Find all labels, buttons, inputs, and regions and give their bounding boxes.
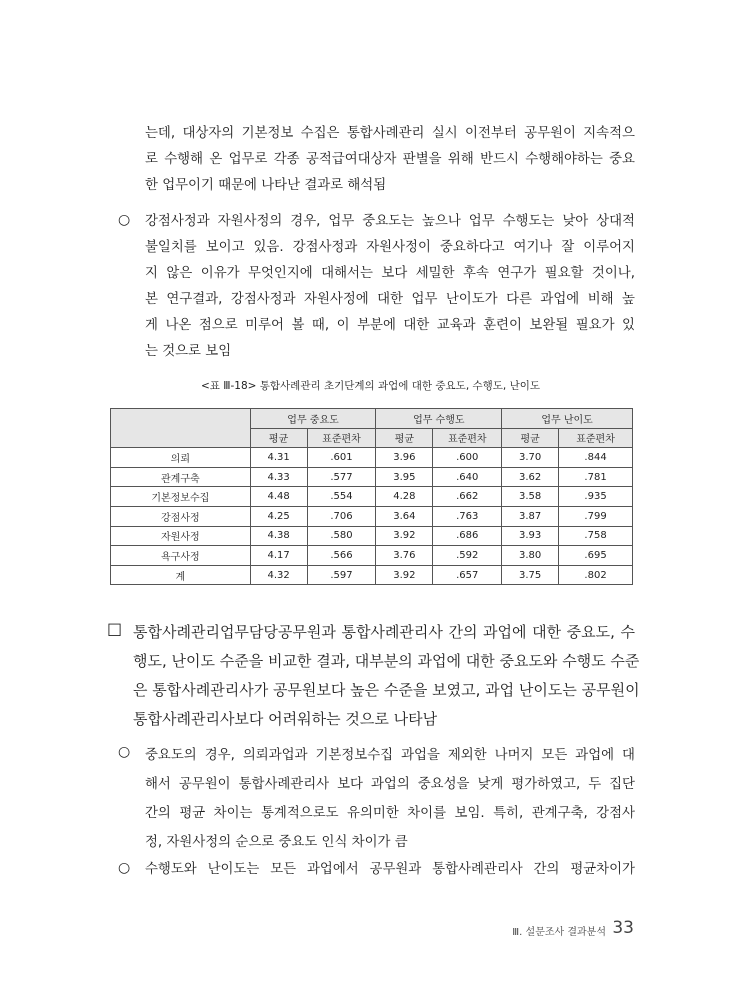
text-line: 해서 공무원이 통합사례관리사 보다 과업의 중요성을 낮게 평가하였고, 두 집단 (145, 777, 635, 792)
data-table (110, 408, 633, 585)
table-sub-header: 평균 (376, 428, 433, 448)
text-line: 중요도의 경우, 의뢰과업과 기본정보수집 과업을 제외한 나머지 모든 과업에 대 (145, 748, 635, 763)
table-cell: 3.95 (376, 467, 433, 487)
text-line: 강점사정과 자원사정의 경우, 업무 중요도는 높으나 업무 수행도는 낮아 상대적 (145, 214, 635, 229)
table-sub-header: 평균 (502, 428, 559, 448)
table-cell: 3.76 (376, 546, 433, 566)
bullet-circle-icon: ○ (118, 744, 131, 760)
text-line: 로 수행해 온 업무로 각종 공적급여대상자 판별을 위해 반드시 수행해야하는 중요 (145, 152, 635, 167)
table-row (111, 467, 633, 487)
text-line: 본 연구결과, 강점사정과 자원사정에 대한 업무 난이도가 다른 과업에 비해 높 (145, 292, 635, 307)
table-cell: .844 (559, 448, 633, 468)
table-sub-header: 표준편차 (433, 428, 502, 448)
table-cell: 3.70 (502, 448, 559, 468)
bullet-paragraph (145, 209, 635, 365)
table-cell: .763 (433, 506, 502, 526)
page-number: 33 (612, 918, 634, 938)
text-line: 는 것으로 보임 (145, 344, 232, 359)
table-cell: .935 (559, 487, 633, 507)
bullet-circle-icon: ○ (118, 860, 131, 876)
table-row-label: 관계구축 (111, 467, 251, 487)
table-cell: 3.92 (376, 565, 433, 585)
table-cell: .597 (307, 565, 376, 585)
table-cell: .686 (433, 526, 502, 546)
table-cell: .781 (559, 467, 633, 487)
table-cell: 3.58 (502, 487, 559, 507)
table-cell: .592 (433, 546, 502, 566)
table-row-label: 욕구사정 (111, 546, 251, 566)
text-line: 게 나온 점으로 미루어 볼 때, 이 부분에 대한 교육과 훈련이 보완될 필요가 있 (145, 318, 635, 333)
table-cell: 4.28 (376, 487, 433, 507)
table-cell: 3.87 (502, 506, 559, 526)
table-group-header: 업무 난이도 (502, 409, 633, 429)
table-row-label: 강점사정 (111, 506, 251, 526)
table-cell: 3.64 (376, 506, 433, 526)
table-cell: .799 (559, 506, 633, 526)
text-line: 정, 자원사정의 순으로 중요도 인식 차이가 큼 (145, 835, 408, 850)
table-group-header: 업무 수행도 (376, 409, 502, 429)
table-cell: .657 (433, 565, 502, 585)
table-row (111, 546, 633, 566)
table-corner-cell (111, 409, 251, 448)
table-body (111, 448, 633, 585)
table-cell: 4.38 (250, 526, 307, 546)
table-row (111, 448, 633, 468)
table-row (111, 565, 633, 585)
table-row (111, 506, 633, 526)
table-sub-header: 표준편차 (307, 428, 376, 448)
table-cell: .577 (307, 467, 376, 487)
table-cell: .802 (559, 565, 633, 585)
table-cell: .640 (433, 467, 502, 487)
table-cell: 3.92 (376, 526, 433, 546)
table-row-label: 의뢰 (111, 448, 251, 468)
table-cell: 4.31 (250, 448, 307, 468)
footer-chapter-title: Ⅲ. 설문조사 결과분석 (512, 927, 606, 938)
table-group-header: 업무 중요도 (250, 409, 376, 429)
table-sub-header: 표준편차 (559, 428, 633, 448)
bullet-circle-icon: ○ (118, 212, 131, 228)
table-cell: 4.25 (250, 506, 307, 526)
text-line: 은 통합사례관리사가 공무원보다 높은 수준을 보였고, 과업 난이도는 공무원이 (133, 681, 640, 699)
table-cell: 3.93 (502, 526, 559, 546)
table-cell: 4.32 (250, 565, 307, 585)
table-cell: .758 (559, 526, 633, 546)
text-line: 행도, 난이도 수준을 비교한 결과, 대부분의 과업에 대한 중요도와 수행도 수준 (133, 652, 640, 670)
table-cell: .566 (307, 546, 376, 566)
table-cell: 4.33 (250, 467, 307, 487)
section-paragraph (133, 618, 640, 734)
text-line: 통합사례관리사보다 어려워하는 것으로 나타남 (133, 710, 438, 728)
table-row (111, 526, 633, 546)
bullet-paragraph (145, 857, 635, 883)
table-cell: 3.96 (376, 448, 433, 468)
table-row-label: 기본정보수집 (111, 487, 251, 507)
table-cell: .695 (559, 546, 633, 566)
table-cell: .600 (433, 448, 502, 468)
table-cell: 3.80 (502, 546, 559, 566)
text-line: 는데, 대상자의 기본정보 수집은 통합사례관리 실시 이전부터 공무원이 지속적으 (145, 126, 635, 141)
table-cell: 3.62 (502, 467, 559, 487)
table-cell: .601 (307, 448, 376, 468)
table-cell: 3.75 (502, 565, 559, 585)
text-line: 수행도와 난이도는 모든 과업에서 공무원과 통합사례관리사 간의 평균차이가 (145, 862, 635, 877)
bullet-paragraph (145, 741, 635, 857)
text-line: 지 않은 이유가 무엇인지에 대해서는 보다 세밀한 후속 연구가 필요할 것이나, (145, 266, 635, 281)
table-caption: <표 Ⅲ-18> 통합사례관리 초기단계의 과업에 대한 중요도, 수행도, 난이도 (200, 380, 541, 392)
table-cell: .580 (307, 526, 376, 546)
table-cell: .554 (307, 487, 376, 507)
table-cell: 4.17 (250, 546, 307, 566)
text-line: 간의 평균 차이는 통계적으로도 유의미한 차이를 보임. 특히, 관계구축, 강점사 (145, 806, 635, 821)
square-bullet-icon: □ (107, 619, 123, 638)
table-row-label: 계 (111, 565, 251, 585)
table-row (111, 487, 633, 507)
table-cell: .706 (307, 506, 376, 526)
paragraph-continuation (145, 121, 635, 199)
text-line: 한 업무이기 때문에 나타난 결과로 해석됨 (145, 178, 387, 193)
text-line: 통합사례관리업무담당공무원과 통합사례관리사 간의 과업에 대한 중요도, 수 (133, 623, 635, 641)
table-row-label: 자원사정 (111, 526, 251, 546)
table-cell: .662 (433, 487, 502, 507)
table-sub-header: 평균 (250, 428, 307, 448)
table-cell: 4.48 (250, 487, 307, 507)
text-line: 불일치를 보이고 있음. 강점사정과 자원사정이 중요하다고 여기나 잘 이루어지 (145, 240, 635, 255)
